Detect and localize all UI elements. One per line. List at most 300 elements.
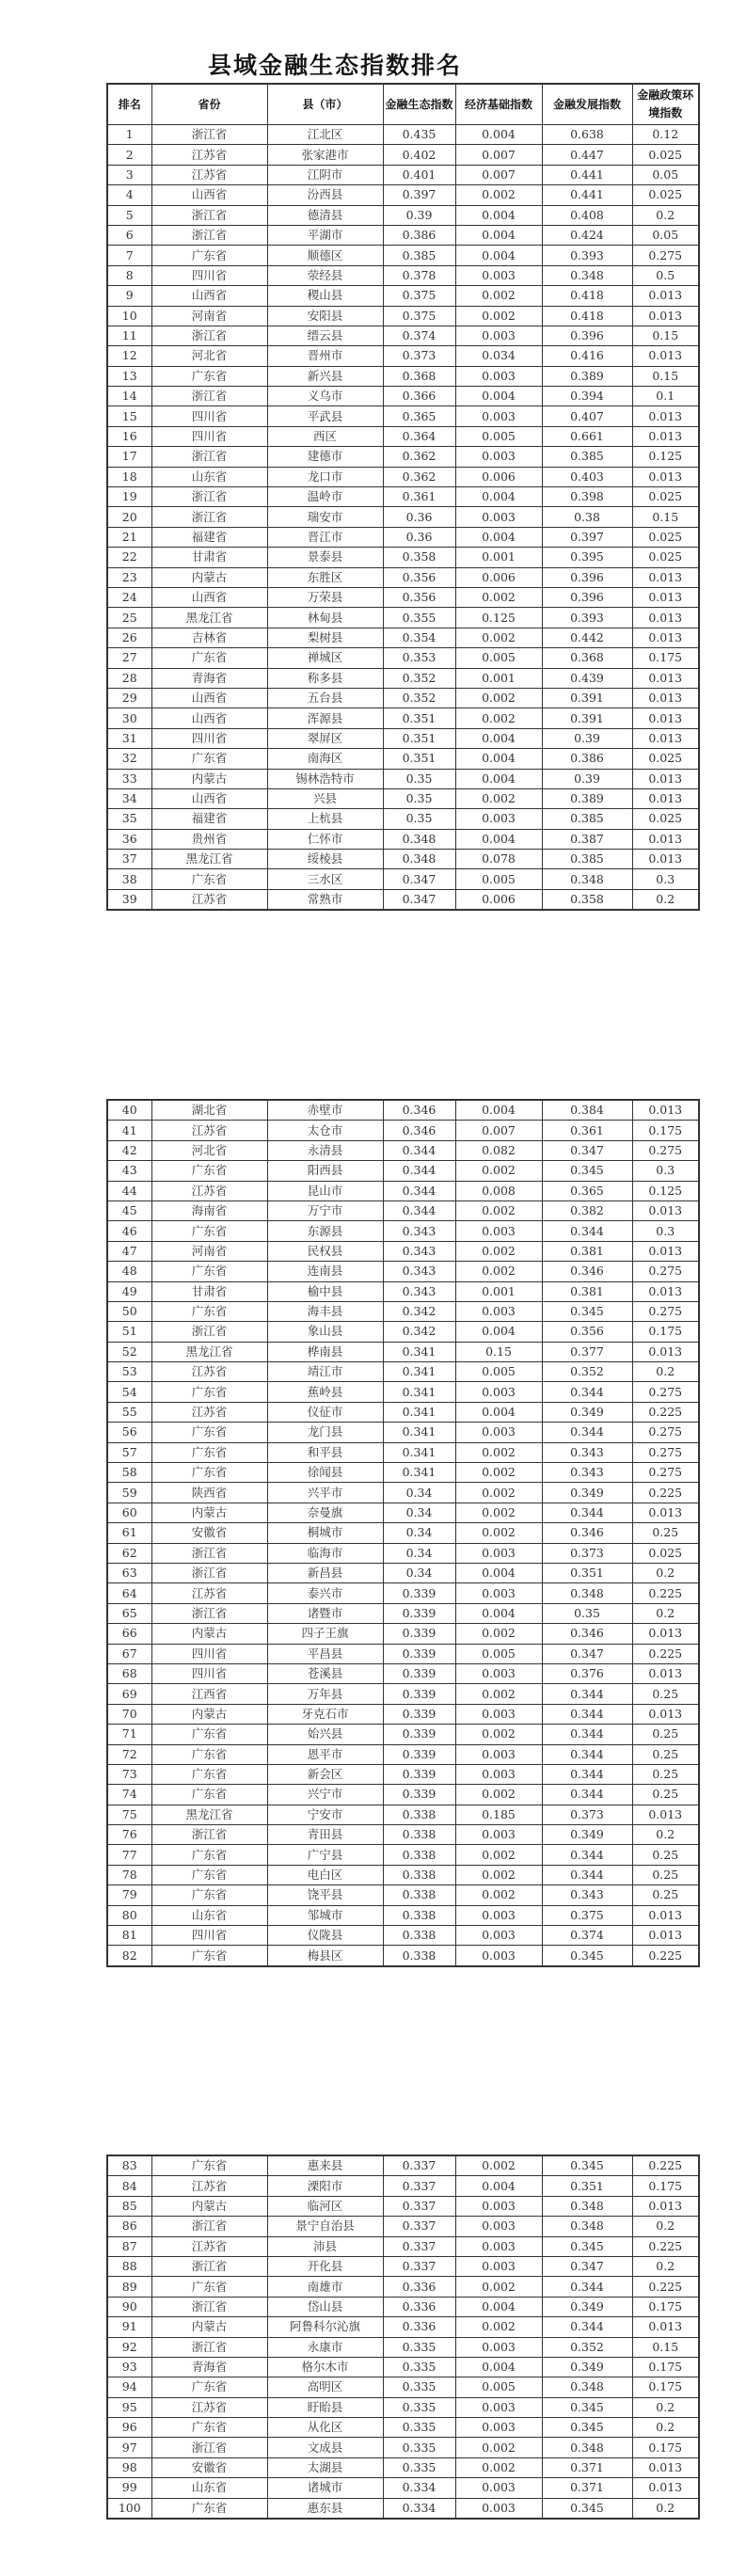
cell-financial-ecology-index: 0.365 bbox=[383, 406, 455, 426]
cell-economic-base-index: 0.004 bbox=[455, 749, 542, 769]
cell-province: 江苏省 bbox=[151, 145, 267, 165]
cell-rank: 62 bbox=[107, 1543, 151, 1563]
cell-rank: 10 bbox=[107, 306, 151, 326]
cell-province: 内蒙古 bbox=[151, 1704, 267, 1724]
cell-financial-policy-index: 0.15 bbox=[632, 507, 699, 527]
cell-financial-ecology-index: 0.339 bbox=[383, 1583, 455, 1603]
cell-rank: 60 bbox=[107, 1503, 151, 1522]
cell-financial-development-index: 0.418 bbox=[542, 306, 632, 326]
cell-county: 诸城市 bbox=[267, 2478, 383, 2498]
cell-rank: 90 bbox=[107, 2297, 151, 2316]
cell-financial-ecology-index: 0.355 bbox=[383, 608, 455, 628]
cell-financial-ecology-index: 0.35 bbox=[383, 788, 455, 808]
cell-county: 绥棱县 bbox=[267, 850, 383, 869]
cell-county: 永清县 bbox=[267, 1140, 383, 1160]
cell-county: 安阳县 bbox=[267, 306, 383, 326]
cell-province: 河北省 bbox=[151, 1140, 267, 1160]
table-row bbox=[107, 1865, 699, 1884]
cell-financial-development-index: 0.348 bbox=[542, 2196, 632, 2216]
cell-county: 义乌市 bbox=[267, 387, 383, 406]
cell-economic-base-index: 0.003 bbox=[455, 406, 542, 426]
cell-province: 黑龙江省 bbox=[151, 1805, 267, 1824]
cell-financial-development-index: 0.398 bbox=[542, 487, 632, 507]
cell-financial-development-index: 0.39 bbox=[542, 728, 632, 748]
cell-county: 仪征市 bbox=[267, 1402, 383, 1422]
cell-province: 山西省 bbox=[151, 688, 267, 708]
cell-province: 江苏省 bbox=[151, 2176, 267, 2196]
cell-county: 惠来县 bbox=[267, 2155, 383, 2176]
cell-financial-policy-index: 0.013 bbox=[632, 1281, 699, 1301]
cell-financial-ecology-index: 0.347 bbox=[383, 869, 455, 889]
cell-financial-development-index: 0.348 bbox=[542, 2217, 632, 2236]
table-row bbox=[107, 1624, 699, 1644]
cell-county: 万荣县 bbox=[267, 587, 383, 607]
cell-financial-policy-index: 0.25 bbox=[632, 1523, 699, 1543]
cell-financial-policy-index: 0.025 bbox=[632, 527, 699, 547]
cell-financial-ecology-index: 0.343 bbox=[383, 1281, 455, 1301]
cell-rank: 21 bbox=[107, 527, 151, 547]
cell-rank: 56 bbox=[107, 1423, 151, 1442]
table-row bbox=[107, 1342, 699, 1361]
cell-province: 四川省 bbox=[151, 406, 267, 426]
cell-county: 沛县 bbox=[267, 2236, 383, 2256]
cell-rank: 39 bbox=[107, 889, 151, 910]
ranking-table-page-2 bbox=[106, 1099, 700, 1967]
cell-financial-policy-index: 0.15 bbox=[632, 326, 699, 345]
cell-province: 浙江省 bbox=[151, 1563, 267, 1582]
cell-rank: 15 bbox=[107, 406, 151, 426]
cell-economic-base-index: 0.002 bbox=[455, 2317, 542, 2337]
cell-financial-ecology-index: 0.364 bbox=[383, 426, 455, 446]
cell-county: 宁安市 bbox=[267, 1805, 383, 1824]
cell-financial-policy-index: 0.013 bbox=[632, 2457, 699, 2477]
cell-financial-ecology-index: 0.343 bbox=[383, 1221, 455, 1241]
cell-financial-ecology-index: 0.338 bbox=[383, 1805, 455, 1824]
cell-financial-policy-index: 0.2 bbox=[632, 2397, 699, 2417]
cell-financial-policy-index: 0.275 bbox=[632, 1442, 699, 1462]
cell-economic-base-index: 0.002 bbox=[455, 1161, 542, 1181]
cell-financial-ecology-index: 0.366 bbox=[383, 387, 455, 406]
table-row bbox=[107, 1402, 699, 1422]
cell-province: 浙江省 bbox=[151, 225, 267, 245]
cell-province: 广东省 bbox=[151, 749, 267, 769]
cell-county: 荥经县 bbox=[267, 265, 383, 285]
cell-economic-base-index: 0.001 bbox=[455, 668, 542, 688]
cell-county: 南雄市 bbox=[267, 2277, 383, 2297]
cell-economic-base-index: 0.003 bbox=[455, 447, 542, 467]
cell-province: 广东省 bbox=[151, 869, 267, 889]
table-row bbox=[107, 1583, 699, 1603]
table-row bbox=[107, 1885, 699, 1905]
cell-province: 江苏省 bbox=[151, 1121, 267, 1140]
header-financial-policy-index: 金融政策环境指数 bbox=[632, 84, 699, 125]
cell-financial-policy-index: 0.013 bbox=[632, 2478, 699, 2498]
cell-financial-development-index: 0.344 bbox=[542, 1382, 632, 1402]
table-row bbox=[107, 1543, 699, 1563]
cell-rank: 20 bbox=[107, 507, 151, 527]
cell-financial-policy-index: 0.225 bbox=[632, 1583, 699, 1603]
cell-province: 山西省 bbox=[151, 788, 267, 808]
cell-county: 民权县 bbox=[267, 1241, 383, 1261]
table-row bbox=[107, 728, 699, 748]
cell-economic-base-index: 0.004 bbox=[455, 2297, 542, 2316]
cell-county: 龙口市 bbox=[267, 467, 383, 486]
table-row bbox=[107, 2397, 699, 2417]
table-row bbox=[107, 2217, 699, 2236]
cell-financial-policy-index: 0.275 bbox=[632, 1463, 699, 1483]
table-row bbox=[107, 788, 699, 808]
cell-province: 浙江省 bbox=[151, 125, 267, 145]
cell-financial-development-index: 0.441 bbox=[542, 185, 632, 205]
cell-rank: 18 bbox=[107, 467, 151, 486]
cell-financial-development-index: 0.349 bbox=[542, 1825, 632, 1845]
table-row bbox=[107, 527, 699, 547]
cell-province: 广东省 bbox=[151, 1865, 267, 1884]
cell-economic-base-index: 0.003 bbox=[455, 1764, 542, 1784]
cell-financial-development-index: 0.393 bbox=[542, 608, 632, 628]
cell-province: 广东省 bbox=[151, 1744, 267, 1764]
table-row bbox=[107, 829, 699, 849]
cell-province: 广东省 bbox=[151, 1785, 267, 1805]
cell-financial-development-index: 0.442 bbox=[542, 628, 632, 647]
cell-financial-development-index: 0.387 bbox=[542, 829, 632, 849]
cell-county: 温岭市 bbox=[267, 487, 383, 507]
cell-rank: 46 bbox=[107, 1221, 151, 1241]
cell-financial-policy-index: 0.025 bbox=[632, 749, 699, 769]
cell-province: 吉林省 bbox=[151, 628, 267, 647]
cell-financial-ecology-index: 0.375 bbox=[383, 286, 455, 306]
cell-financial-development-index: 0.661 bbox=[542, 426, 632, 446]
cell-financial-ecology-index: 0.337 bbox=[383, 2196, 455, 2216]
cell-financial-development-index: 0.344 bbox=[542, 1503, 632, 1522]
cell-rank: 87 bbox=[107, 2236, 151, 2256]
cell-rank: 9 bbox=[107, 286, 151, 306]
cell-financial-policy-index: 0.013 bbox=[632, 1100, 699, 1121]
table-row bbox=[107, 2418, 699, 2438]
header-county: 县（市） bbox=[267, 84, 383, 125]
cell-economic-base-index: 0.003 bbox=[455, 1704, 542, 1724]
cell-county: 蕉岭县 bbox=[267, 1382, 383, 1402]
table-row bbox=[107, 2498, 699, 2519]
cell-financial-ecology-index: 0.36 bbox=[383, 507, 455, 527]
cell-financial-policy-index: 0.15 bbox=[632, 2337, 699, 2357]
cell-financial-policy-index: 0.013 bbox=[632, 1905, 699, 1925]
cell-province: 四川省 bbox=[151, 265, 267, 285]
cell-rank: 11 bbox=[107, 326, 151, 345]
cell-financial-ecology-index: 0.354 bbox=[383, 628, 455, 647]
cell-county: 开化县 bbox=[267, 2256, 383, 2276]
cell-county: 青田县 bbox=[267, 1825, 383, 1845]
cell-rank: 96 bbox=[107, 2418, 151, 2438]
cell-financial-policy-index: 0.013 bbox=[632, 1663, 699, 1683]
cell-financial-policy-index: 0.3 bbox=[632, 1221, 699, 1241]
cell-province: 福建省 bbox=[151, 527, 267, 547]
cell-financial-ecology-index: 0.337 bbox=[383, 2236, 455, 2256]
table-row bbox=[107, 1301, 699, 1321]
cell-economic-base-index: 0.002 bbox=[455, 1785, 542, 1805]
cell-financial-development-index: 0.349 bbox=[542, 2357, 632, 2377]
cell-rank: 100 bbox=[107, 2498, 151, 2519]
cell-financial-ecology-index: 0.362 bbox=[383, 447, 455, 467]
cell-rank: 73 bbox=[107, 1764, 151, 1784]
cell-county: 诸暨市 bbox=[267, 1603, 383, 1623]
table-row bbox=[107, 346, 699, 366]
cell-economic-base-index: 0.005 bbox=[455, 1362, 542, 1382]
table-row bbox=[107, 366, 699, 386]
cell-financial-policy-index: 0.013 bbox=[632, 1704, 699, 1724]
table-row bbox=[107, 2478, 699, 2498]
cell-economic-base-index: 0.003 bbox=[455, 265, 542, 285]
cell-economic-base-index: 0.002 bbox=[455, 306, 542, 326]
cell-province: 陕西省 bbox=[151, 1483, 267, 1503]
cell-rank: 38 bbox=[107, 869, 151, 889]
cell-county: 高明区 bbox=[267, 2377, 383, 2397]
cell-province: 内蒙古 bbox=[151, 2196, 267, 2216]
cell-financial-policy-index: 0.175 bbox=[632, 2176, 699, 2196]
table-row bbox=[107, 1100, 699, 1121]
cell-financial-development-index: 0.391 bbox=[542, 708, 632, 728]
cell-financial-ecology-index: 0.338 bbox=[383, 1825, 455, 1845]
table-row bbox=[107, 850, 699, 869]
cell-financial-ecology-index: 0.338 bbox=[383, 1845, 455, 1865]
cell-financial-policy-index: 0.013 bbox=[632, 1201, 699, 1220]
cell-province: 江苏省 bbox=[151, 889, 267, 910]
cell-financial-development-index: 0.344 bbox=[542, 1704, 632, 1724]
cell-financial-development-index: 0.385 bbox=[542, 809, 632, 829]
cell-economic-base-index: 0.002 bbox=[455, 2277, 542, 2297]
cell-rank: 33 bbox=[107, 769, 151, 788]
cell-economic-base-index: 0.004 bbox=[455, 2176, 542, 2196]
cell-financial-policy-index: 0.225 bbox=[632, 2277, 699, 2297]
cell-province: 黑龙江省 bbox=[151, 1342, 267, 1361]
table-row bbox=[107, 1161, 699, 1181]
cell-economic-base-index: 0.003 bbox=[455, 2337, 542, 2357]
cell-rank: 2 bbox=[107, 145, 151, 165]
cell-county: 兴平市 bbox=[267, 1483, 383, 1503]
table-row bbox=[107, 1725, 699, 1744]
cell-economic-base-index: 0.003 bbox=[455, 1543, 542, 1563]
cell-financial-policy-index: 0.175 bbox=[632, 2377, 699, 2397]
cell-rank: 65 bbox=[107, 1603, 151, 1623]
cell-financial-development-index: 0.377 bbox=[542, 1342, 632, 1361]
cell-financial-development-index: 0.416 bbox=[542, 346, 632, 366]
cell-economic-base-index: 0.002 bbox=[455, 2438, 542, 2457]
cell-county: 万宁市 bbox=[267, 1201, 383, 1220]
cell-county: 恩平市 bbox=[267, 1744, 383, 1764]
cell-province: 浙江省 bbox=[151, 1603, 267, 1623]
cell-economic-base-index: 0.004 bbox=[455, 205, 542, 225]
cell-province: 广东省 bbox=[151, 1463, 267, 1483]
cell-province: 广东省 bbox=[151, 1845, 267, 1865]
cell-financial-ecology-index: 0.344 bbox=[383, 1201, 455, 1220]
table-row bbox=[107, 1663, 699, 1683]
table-row bbox=[107, 1423, 699, 1442]
cell-county: 太湖县 bbox=[267, 2457, 383, 2477]
cell-financial-ecology-index: 0.401 bbox=[383, 165, 455, 184]
cell-financial-ecology-index: 0.335 bbox=[383, 2337, 455, 2357]
cell-economic-base-index: 0.005 bbox=[455, 648, 542, 668]
table-row bbox=[107, 668, 699, 688]
cell-financial-development-index: 0.374 bbox=[542, 1926, 632, 1946]
cell-financial-policy-index: 0.125 bbox=[632, 447, 699, 467]
cell-province: 河南省 bbox=[151, 306, 267, 326]
cell-province: 江苏省 bbox=[151, 2236, 267, 2256]
cell-rank: 81 bbox=[107, 1926, 151, 1946]
cell-financial-development-index: 0.344 bbox=[542, 1764, 632, 1784]
cell-rank: 30 bbox=[107, 708, 151, 728]
cell-financial-policy-index: 0.2 bbox=[632, 1825, 699, 1845]
cell-financial-development-index: 0.349 bbox=[542, 2297, 632, 2316]
cell-economic-base-index: 0.003 bbox=[455, 507, 542, 527]
header-economic-base-index: 经济基础指数 bbox=[455, 84, 542, 125]
cell-financial-development-index: 0.408 bbox=[542, 205, 632, 225]
cell-financial-ecology-index: 0.339 bbox=[383, 1663, 455, 1683]
cell-financial-development-index: 0.345 bbox=[542, 2236, 632, 2256]
cell-rank: 58 bbox=[107, 1463, 151, 1483]
cell-economic-base-index: 0.004 bbox=[455, 2357, 542, 2377]
cell-financial-policy-index: 0.275 bbox=[632, 246, 699, 265]
cell-economic-base-index: 0.004 bbox=[455, 769, 542, 788]
cell-financial-policy-index: 0.2 bbox=[632, 1362, 699, 1382]
table-row bbox=[107, 2256, 699, 2276]
cell-rank: 41 bbox=[107, 1121, 151, 1140]
cell-province: 广东省 bbox=[151, 1442, 267, 1462]
cell-economic-base-index: 0.007 bbox=[455, 1121, 542, 1140]
cell-financial-development-index: 0.344 bbox=[542, 1785, 632, 1805]
cell-county: 四子王旗 bbox=[267, 1624, 383, 1644]
table-row bbox=[107, 587, 699, 607]
cell-financial-ecology-index: 0.353 bbox=[383, 648, 455, 668]
cell-economic-base-index: 0.003 bbox=[455, 326, 542, 345]
cell-province: 浙江省 bbox=[151, 387, 267, 406]
cell-rank: 5 bbox=[107, 205, 151, 225]
cell-rank: 70 bbox=[107, 1704, 151, 1724]
cell-province: 浙江省 bbox=[151, 2337, 267, 2357]
cell-financial-development-index: 0.352 bbox=[542, 2337, 632, 2357]
cell-financial-ecology-index: 0.336 bbox=[383, 2277, 455, 2297]
cell-county: 建德市 bbox=[267, 447, 383, 467]
cell-financial-ecology-index: 0.346 bbox=[383, 1100, 455, 1121]
cell-county: 靖江市 bbox=[267, 1362, 383, 1382]
table-row bbox=[107, 1221, 699, 1241]
table-row bbox=[107, 145, 699, 165]
cell-financial-policy-index: 0.225 bbox=[632, 1946, 699, 1966]
cell-financial-policy-index: 0.275 bbox=[632, 1382, 699, 1402]
cell-financial-policy-index: 0.013 bbox=[632, 587, 699, 607]
cell-financial-policy-index: 0.1 bbox=[632, 387, 699, 406]
cell-economic-base-index: 0.002 bbox=[455, 2155, 542, 2176]
cell-rank: 54 bbox=[107, 1382, 151, 1402]
cell-province: 广东省 bbox=[151, 366, 267, 386]
cell-economic-base-index: 0.002 bbox=[455, 1442, 542, 1462]
cell-financial-ecology-index: 0.358 bbox=[383, 548, 455, 567]
cell-financial-ecology-index: 0.338 bbox=[383, 1885, 455, 1905]
cell-financial-ecology-index: 0.336 bbox=[383, 2317, 455, 2337]
cell-rank: 61 bbox=[107, 1523, 151, 1543]
table-row bbox=[107, 1262, 699, 1281]
cell-financial-ecology-index: 0.386 bbox=[383, 225, 455, 245]
cell-economic-base-index: 0.003 bbox=[455, 1663, 542, 1683]
table-row bbox=[107, 2377, 699, 2397]
cell-financial-development-index: 0.348 bbox=[542, 265, 632, 285]
cell-county: 缙云县 bbox=[267, 326, 383, 345]
cell-economic-base-index: 0.004 bbox=[455, 125, 542, 145]
cell-financial-development-index: 0.396 bbox=[542, 326, 632, 345]
cell-financial-development-index: 0.348 bbox=[542, 869, 632, 889]
cell-financial-policy-index: 0.013 bbox=[632, 1342, 699, 1361]
cell-rank: 16 bbox=[107, 426, 151, 446]
cell-financial-ecology-index: 0.34 bbox=[383, 1483, 455, 1503]
cell-financial-ecology-index: 0.343 bbox=[383, 1241, 455, 1261]
cell-rank: 25 bbox=[107, 608, 151, 628]
cell-financial-policy-index: 0.025 bbox=[632, 185, 699, 205]
cell-economic-base-index: 0.006 bbox=[455, 567, 542, 587]
cell-financial-ecology-index: 0.378 bbox=[383, 265, 455, 285]
cell-county: 溧阳市 bbox=[267, 2176, 383, 2196]
cell-financial-ecology-index: 0.341 bbox=[383, 1442, 455, 1462]
cell-economic-base-index: 0.082 bbox=[455, 1140, 542, 1160]
cell-financial-policy-index: 0.013 bbox=[632, 346, 699, 366]
cell-rank: 66 bbox=[107, 1624, 151, 1644]
cell-financial-policy-index: 0.3 bbox=[632, 869, 699, 889]
table-row bbox=[107, 1785, 699, 1805]
cell-financial-policy-index: 0.275 bbox=[632, 1140, 699, 1160]
cell-rank: 23 bbox=[107, 567, 151, 587]
cell-economic-base-index: 0.003 bbox=[455, 2196, 542, 2216]
table-body bbox=[107, 2155, 699, 2519]
cell-economic-base-index: 0.004 bbox=[455, 246, 542, 265]
cell-financial-ecology-index: 0.335 bbox=[383, 2418, 455, 2438]
cell-financial-policy-index: 0.25 bbox=[632, 1684, 699, 1704]
cell-province: 山西省 bbox=[151, 185, 267, 205]
cell-county: 新会区 bbox=[267, 1764, 383, 1784]
cell-province: 广东省 bbox=[151, 2498, 267, 2519]
cell-rank: 1 bbox=[107, 125, 151, 145]
table-row bbox=[107, 1201, 699, 1220]
cell-financial-policy-index: 0.013 bbox=[632, 2196, 699, 2216]
table-row bbox=[107, 2236, 699, 2256]
cell-financial-development-index: 0.389 bbox=[542, 366, 632, 386]
cell-economic-base-index: 0.004 bbox=[455, 487, 542, 507]
cell-financial-ecology-index: 0.338 bbox=[383, 1926, 455, 1946]
cell-economic-base-index: 0.002 bbox=[455, 1865, 542, 1884]
cell-province: 山东省 bbox=[151, 467, 267, 486]
cell-financial-development-index: 0.346 bbox=[542, 1624, 632, 1644]
cell-rank: 86 bbox=[107, 2217, 151, 2236]
cell-financial-policy-index: 0.2 bbox=[632, 2418, 699, 2438]
table-row bbox=[107, 889, 699, 910]
cell-province: 广东省 bbox=[151, 1423, 267, 1442]
table-row bbox=[107, 628, 699, 647]
cell-financial-ecology-index: 0.344 bbox=[383, 1161, 455, 1181]
cell-rank: 7 bbox=[107, 246, 151, 265]
cell-financial-ecology-index: 0.337 bbox=[383, 2256, 455, 2276]
cell-financial-ecology-index: 0.341 bbox=[383, 1382, 455, 1402]
cell-province: 黑龙江省 bbox=[151, 850, 267, 869]
cell-financial-policy-index: 0.175 bbox=[632, 1121, 699, 1140]
cell-county: 阿鲁科尔沁旗 bbox=[267, 2317, 383, 2337]
table-row bbox=[107, 548, 699, 567]
table-row bbox=[107, 1322, 699, 1342]
table-row bbox=[107, 1281, 699, 1301]
cell-financial-development-index: 0.345 bbox=[542, 1946, 632, 1966]
cell-financial-development-index: 0.403 bbox=[542, 467, 632, 486]
table-row bbox=[107, 1563, 699, 1582]
cell-financial-policy-index: 0.013 bbox=[632, 628, 699, 647]
cell-economic-base-index: 0.003 bbox=[455, 1905, 542, 1925]
cell-financial-development-index: 0.348 bbox=[542, 1583, 632, 1603]
cell-rank: 72 bbox=[107, 1744, 151, 1764]
